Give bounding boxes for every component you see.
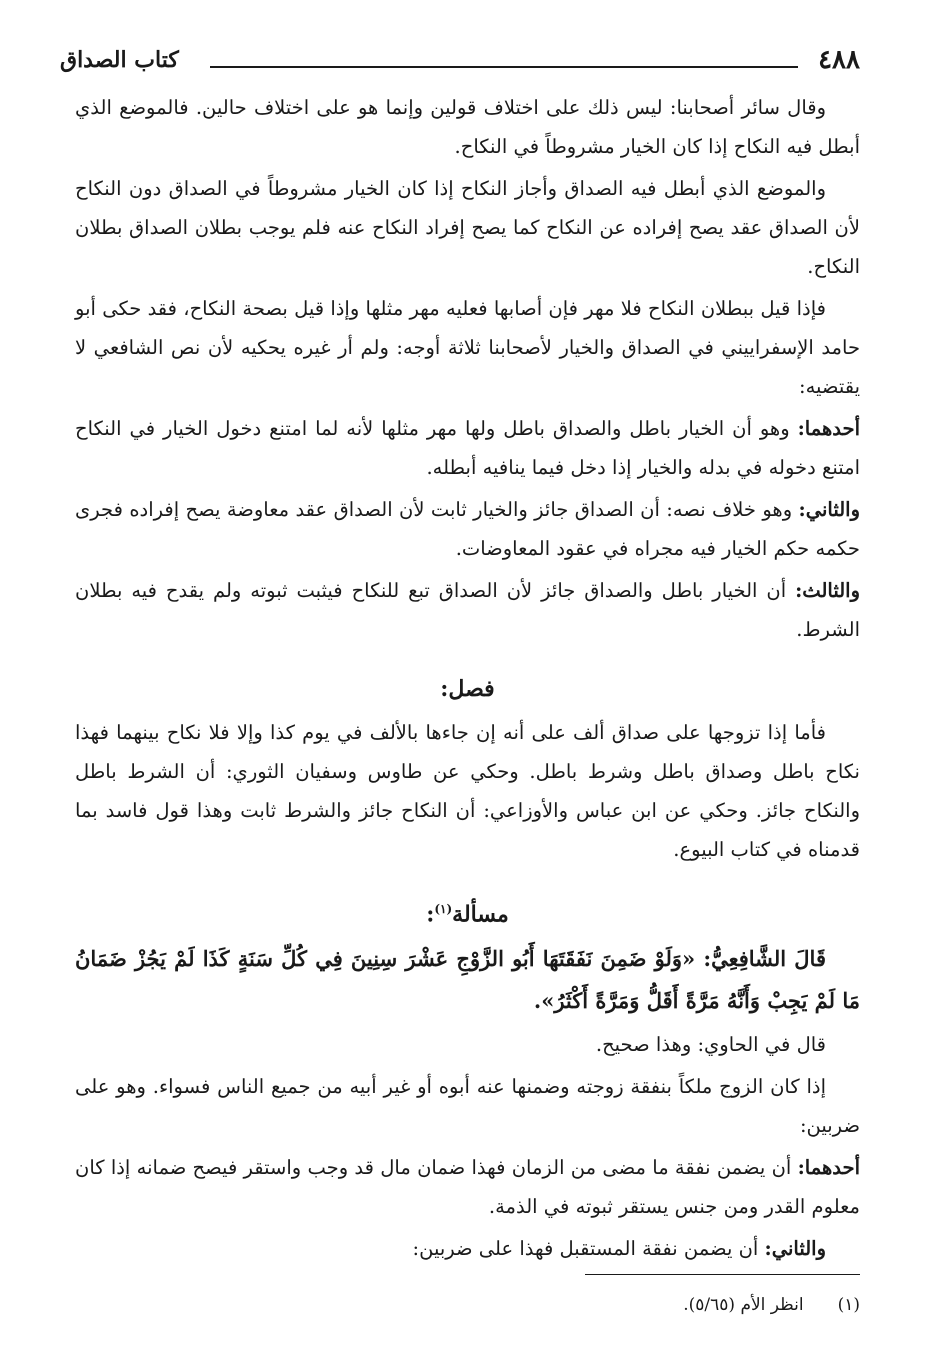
paragraph-first-kind	[75, 1148, 860, 1226]
paragraph-first-view	[75, 409, 860, 487]
paragraph-lead: والثالث:	[795, 579, 860, 602]
page-header	[60, 44, 860, 84]
paragraph-third-view	[75, 571, 860, 649]
footnote-number: (١)	[837, 1295, 860, 1315]
paragraph: فأما إذا تزوجها على صداق ألف على أنه إن جاءها بالألف في يوم كذا وإلا فلا نكاح بينهما فهذا نكاح باطل وصداق باطل وشرط باطل. وحكي عن طاوس وسفيان الثوري: أن الشرط باطل والنكاح جائز. وحكي عن ابن عباس والأوزاعي: أن النكاح جائز والشرط ثابت وهذا قول فاسد بما قدمناه في كتاب البيوع.	[75, 721, 860, 861]
paragraph-lead: والثاني:	[764, 1237, 826, 1261]
paragraph-text: وهو خلاف نصه: أن الصداق جائز والخيار ثابت لأن الصداق عقد معاوضة يصح إفراده فجرى حكمه حكم الخيار فيه مجراه في عقود المعاوضات.	[75, 498, 860, 560]
section-heading: فصل:	[440, 676, 495, 702]
paragraph-lead: أحدهما:	[797, 1156, 860, 1180]
paragraph-lead: أحدهما:	[797, 417, 860, 440]
paragraph-text: وهو أن الخيار باطل والصداق باطل ولها مهر مثلها لأنه لما امتنع دخول الخيار في النكاح امتنع دخوله في بدله والخيار إذا دخل فيما ينافيه أبطله.	[75, 417, 860, 479]
paragraph: قال في الحاوي: وهذا صحيح.	[595, 1033, 826, 1057]
page-number: ٤٨٨	[818, 45, 860, 75]
header-rule	[210, 66, 798, 68]
page-body	[75, 88, 860, 1271]
paragraph: وقال سائر أصحابنا: ليس ذلك على اختلاف قولين وإنما هو على اختلاف حالين. فالموضع الذي أبطل فيه النكاح إذا كان الخيار مشروطاً في النكاح.	[75, 96, 860, 158]
footnote	[683, 1290, 860, 1320]
footnote-marker: (١)	[434, 902, 453, 916]
masala-title: مسألة	[452, 901, 509, 928]
paragraph: والموضع الذي أبطل فيه الصداق وأجاز النكاح إذا كان الخيار مشروطاً في الصداق دون النكاح لأن الصداق عقد يصح إفراده عن النكاح كما يصح إفراد النكاح عنه فلم يوجب بطلان الصداق بطلان النكاح.	[75, 177, 860, 278]
paragraph-text: أن الخيار باطل والصداق جائز لأن الصداق تبع للنكاح فيثبت ثبوته ولم يقدح فيه بطلان الشرط.	[75, 579, 860, 641]
paragraph-lead: والثاني:	[798, 498, 860, 521]
paragraph-text: أن يضمن نفقة ما مضى من الزمان فهذا ضمان مال قد وجب واستقر فيصح ضمانه إذا كان معلوم القدر ومن جنس يستقر ثبوته في الذمة.	[75, 1156, 860, 1219]
paragraph-second-view	[75, 490, 860, 568]
shafii-quote: قَالَ الشَّافِعِيُّ: «وَلَوْ ضَمِنَ نَفَقَتَهَا أَبُو الزَّوْجِ عَشْرَ سِنِينَ فِي كُلِّ سَنَةٍ كَذَا لَمْ يَجُزْ ضَمَانُ مَا لَمْ يَجِبْ وَأَنَّهُ مَرَّةً أَقَلُّ وَمَرَّةً أَكْثَرُ».	[75, 946, 860, 1014]
paragraph: فإذا قيل ببطلان النكاح فلا مهر فإن أصابها فعليه مهر مثلها وإذا قيل بصحة النكاح، فقد حكى أبو حامد الإسفراييني في الصداق والخيار لأصحابنا ثلاثة أوجه: ولم أر غيره يحكيه لأن نص الشافعي لا يقتضيه:	[75, 297, 860, 398]
paragraph-text: أن يضمن نفقة المستقبل فهذا على ضربين:	[412, 1237, 765, 1261]
paragraph: إذا كان الزوج ملكاً بنفقة زوجته وضمنها عنه أبوه أو غير أبيه من جميع الناس فسواء. وهو على ضربين:	[75, 1075, 860, 1138]
running-title: كتاب الصداق	[60, 47, 179, 73]
masala-colon: :	[426, 901, 435, 928]
masala-heading	[75, 891, 860, 932]
footnote-text: انظر الأم (٥/٦٥).	[683, 1295, 804, 1315]
paragraph-second-kind	[75, 1229, 860, 1268]
footnote-rule	[585, 1274, 860, 1275]
